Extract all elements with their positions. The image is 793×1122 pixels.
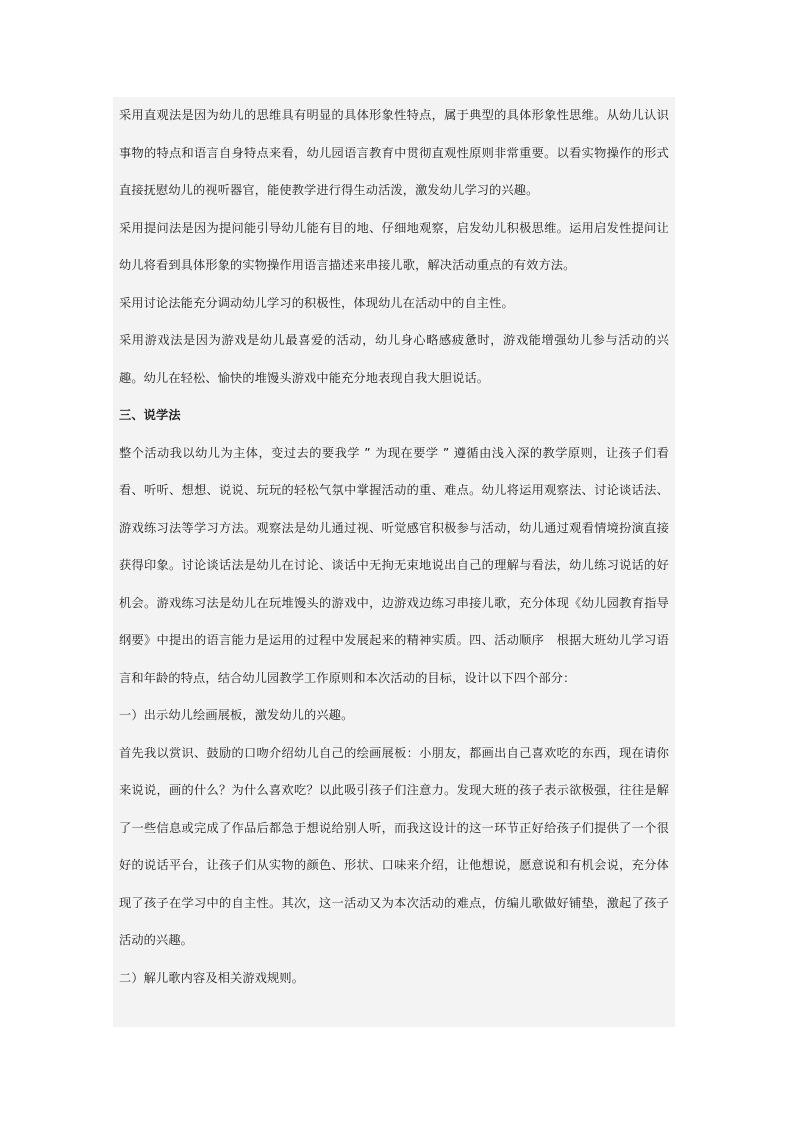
paragraph-learning-methods: 整个活动我以幼儿为主体，变过去的要我学 ” 为现在要学 ” 遵循由浅入深的教学原则，让孩子们看看、听听、想想、说说、玩玩的轻松气氛中掌握活动的重、难点。幼儿将运用观察法、讨论谈话法、游戏练习法等学习方法。观察法是幼儿通过视、听觉感官积极参与活动，幼儿通过观看情境扮演直接获得印象。讨论谈话法是幼儿在讨论、谈话中无拘无束地说出自己的理解与看法，幼儿练习说话的好机会。游戏练习法是幼儿在玩堆馒头的游戏中，边游戏边练习串接儿歌，充分体现《幼儿园教育指导纲要》中提出的语言能力是运用的过程中发展起来的精神实质。四、活动顺序 根据大班幼儿学习语言和年龄的特点，结合幼儿园教学工作原则和本次活动的目标，设计以下四个部分：: [119, 445, 669, 685]
paragraph-questioning-method: 采用提问法是因为提问能引导幼儿能有目的地、仔细地观察，启发幼儿积极思维。运用启发性提问让幼儿将看到具体形象的实物操作用语言描述来串接儿歌，解决活动重点的有效方法。: [119, 220, 669, 272]
paragraph-discussion-method: 采用讨论法能充分调动幼儿学习的积极性，体现幼儿在活动中的自主性。: [119, 295, 514, 310]
paragraph-step-one-body: 首先我以赏识、鼓励的口吻介绍幼儿自己的绘画展板：小朋友，都画出自己喜欢吃的东西，现在请你来说说，画的什么？为什么喜欢吃？以此吸引孩子们注意力。发现大班的孩子表示欲极强，往往是解了一些信息或完成了作品后都急于想说给别人听，而我这设计的这一环节正好给孩子们提供了一个很好的说话平台，让孩子们从实物的颜色、形状、口味来介绍，让他想说，愿意说和有机会说，充分体现了孩子在学习中的自主性。其次，这一活动又为本次活动的难点，仿编儿歌做好铺垫，激起了孩子活动的兴趣。: [119, 745, 669, 947]
paragraph-game-method: 采用游戏法是因为游戏是幼儿最喜爱的活动，幼儿身心略感疲惫时，游戏能增强幼儿参与活动的兴趣。幼儿在轻松、愉快的堆馒头游戏中能充分地表现自我大胆说话。: [119, 333, 669, 385]
paragraph-step-one-title: 一）出示幼儿绘画展板，激发幼儿的兴趣。: [119, 708, 354, 722]
paragraph-step-two-title: 二）解儿歌内容及相关游戏规则。: [119, 970, 305, 985]
paragraph-intuitive-method: 采用直观法是因为幼儿的思维具有明显的具体形象性特点，属于典型的具体形象性思维。从幼儿认识事物的特点和语言自身特点来看，幼儿园语言教育中贯彻直观性原则非常重要。以看实物操作的形式直接抚慰幼儿的视听器官，能使教学进行得生动活泼，激发幼儿学习的兴趣。: [119, 108, 669, 197]
document-text-block: [113, 97, 675, 1027]
section-heading-learning-methods: 三、说学法: [119, 408, 181, 422]
